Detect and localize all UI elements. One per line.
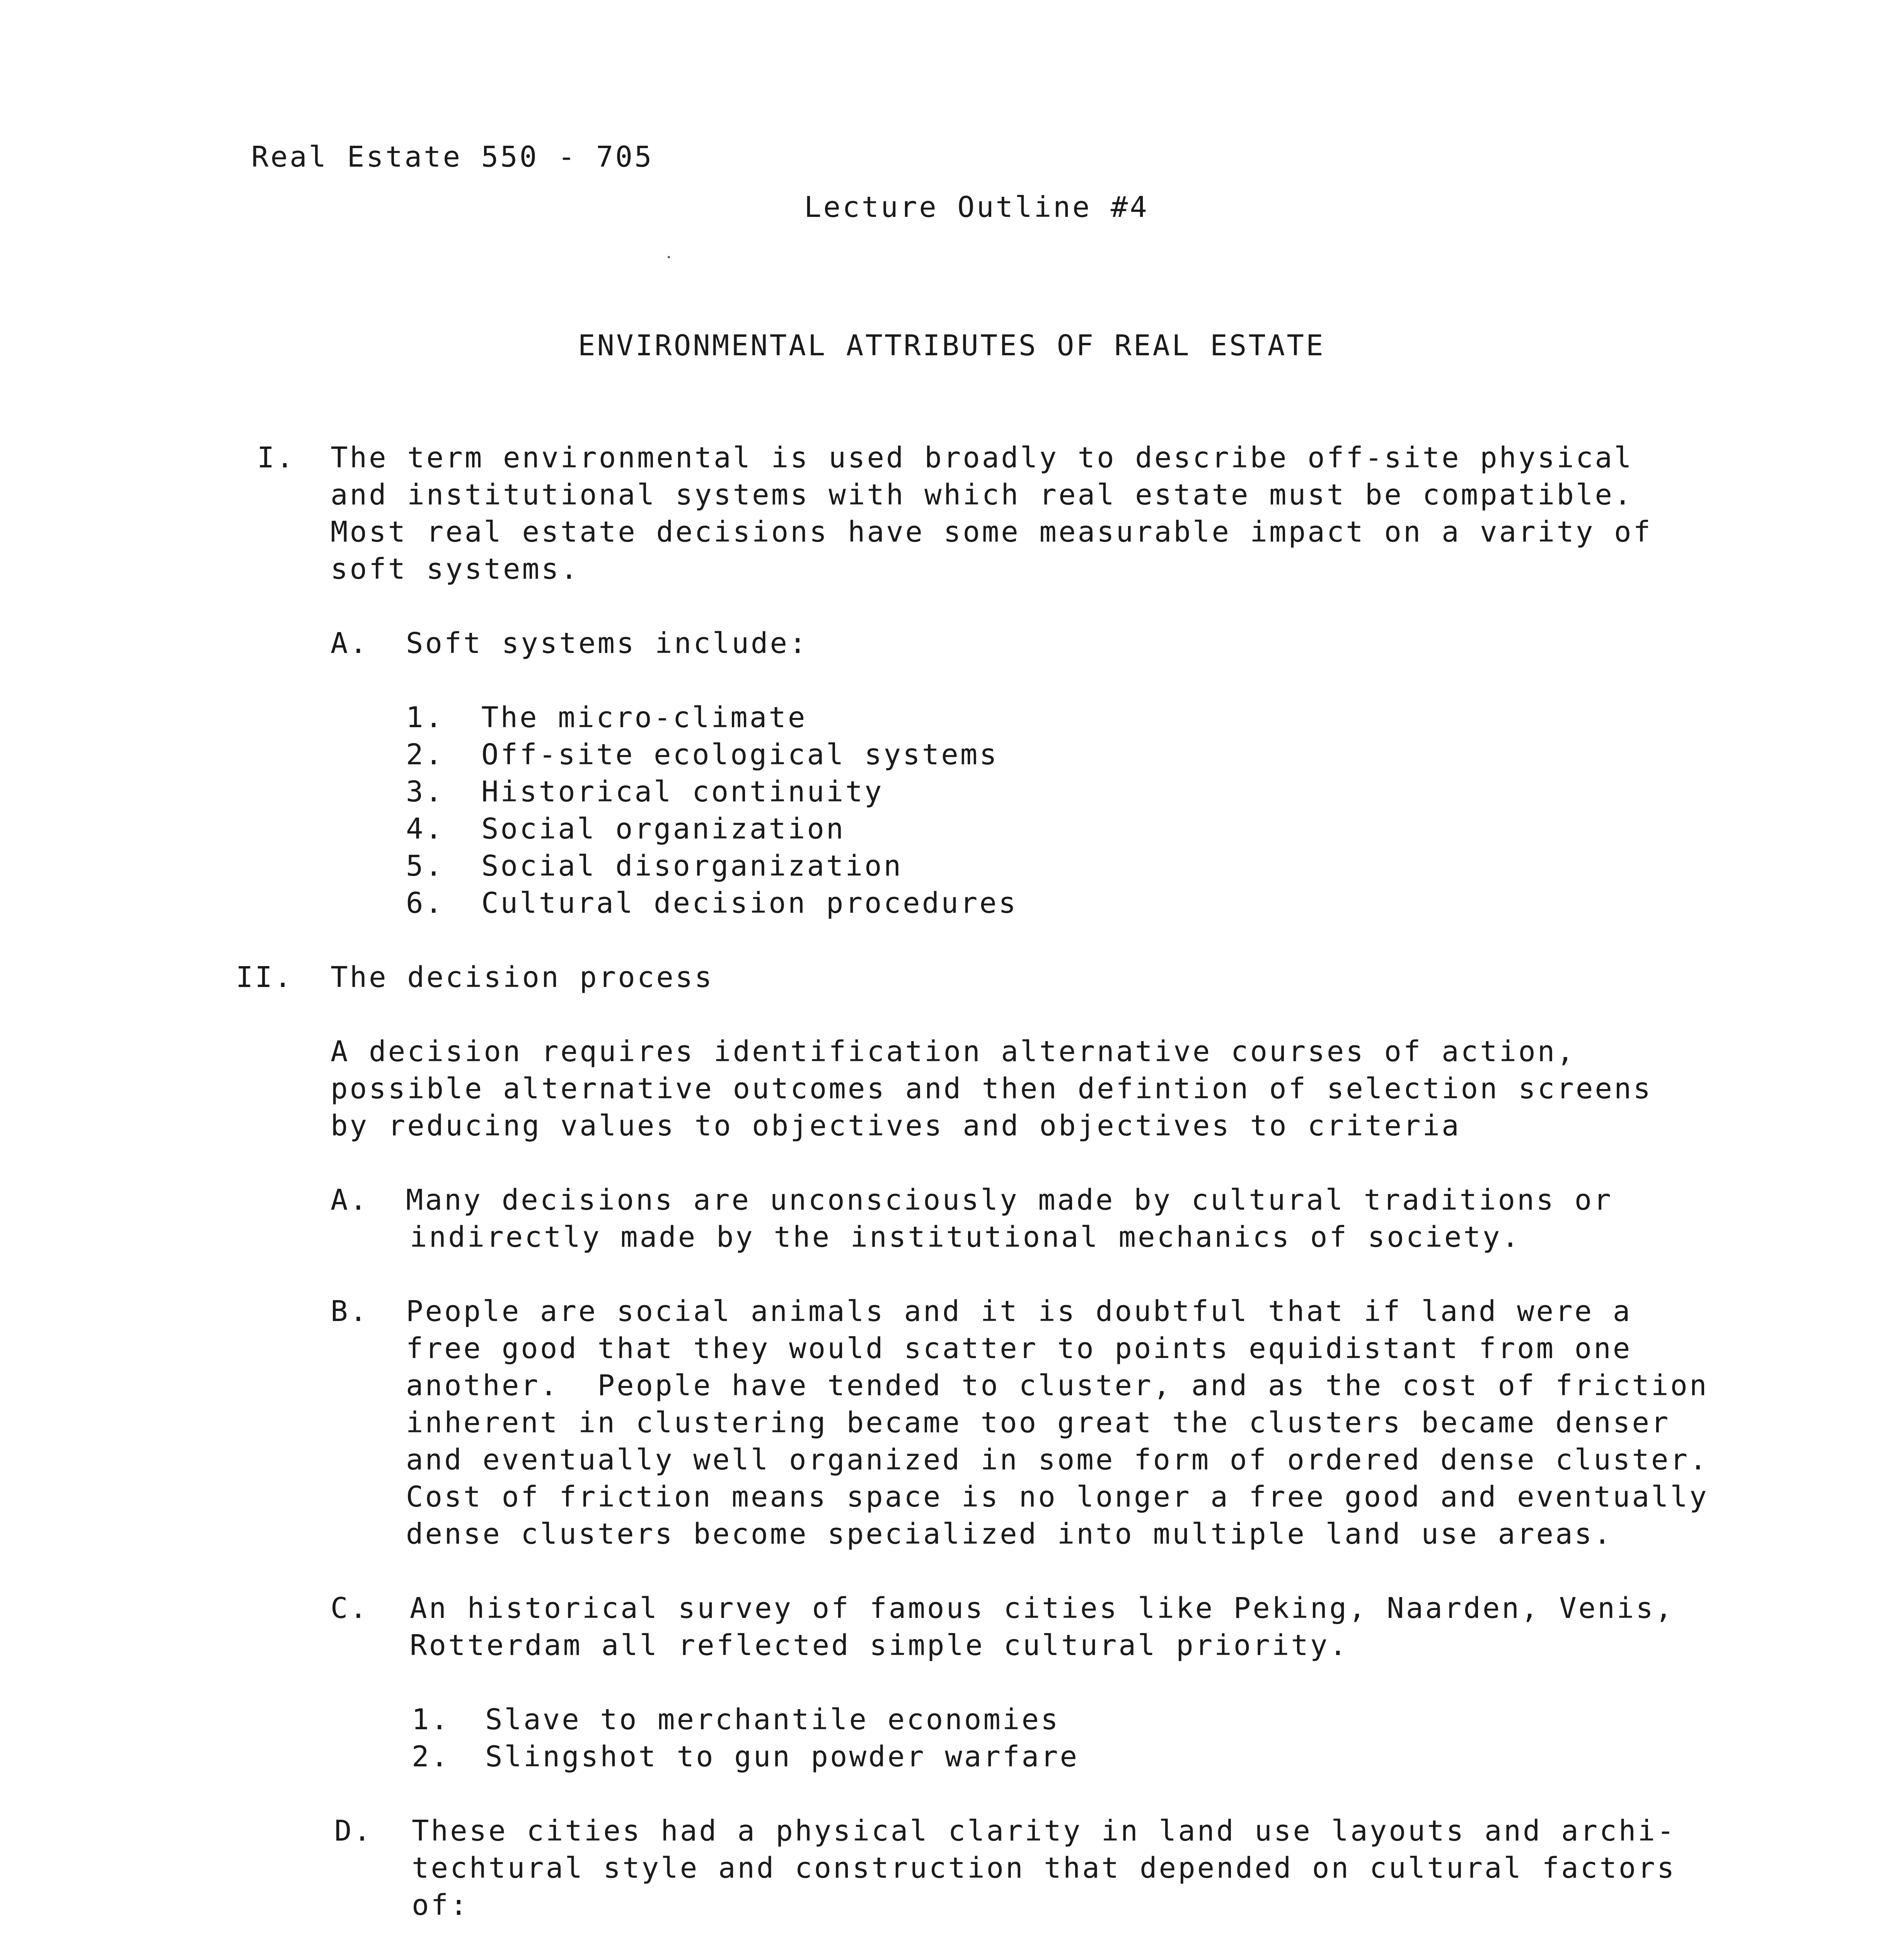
section-2-intro-line: A decision requires identification alternative courses of action, — [331, 1035, 1576, 1068]
list-item: Social organization — [481, 812, 845, 845]
section-2-intro-line: possible alternative outcomes and then defintion of selection screens — [331, 1072, 1653, 1105]
section-2b-line: another. People have tended to cluster, and as the cost of friction — [406, 1369, 1709, 1402]
section-2d-line: These cities had a physical clarity in land use layouts and archi- — [412, 1814, 1676, 1848]
page-title: ENVIRONMENTAL ATTRIBUTES OF REAL ESTATE — [578, 329, 1325, 362]
list-item: Social disorganization — [481, 849, 903, 883]
section-2-heading: The decision process — [331, 961, 714, 994]
section-1-line: soft systems. — [331, 552, 580, 586]
list-item-number: 1. — [406, 701, 445, 734]
section-2d-line: of: — [412, 1889, 469, 1922]
section-2c-letter: C. — [331, 1592, 369, 1625]
section-1a-text: Soft systems include: — [406, 627, 808, 660]
list-item: Slingshot to gun powder warfare — [485, 1740, 1079, 1773]
list-item: Historical continuity — [481, 775, 884, 808]
list-item-number: 2. — [406, 738, 445, 771]
section-1-line: The term environmental is used broadly to describe off-site physical — [331, 441, 1633, 474]
section-2a-line: Many decisions are unconsciously made by cultural traditions or — [406, 1183, 1613, 1217]
course-number: Real Estate 550 - 705 — [251, 140, 654, 174]
list-item-number: 3. — [406, 775, 445, 808]
section-2b-line: Cost of friction means space is no longer a free good and eventually — [406, 1480, 1709, 1514]
section-1-numeral: I. — [257, 441, 296, 474]
section-2b-line: inherent in clustering became too great the clusters became denser — [406, 1406, 1670, 1439]
section-2b-line: and eventually well organized in some form of ordered dense cluster. — [406, 1443, 1709, 1476]
list-item-number: 5. — [406, 849, 445, 883]
section-2c-line: Rotterdam all reflected simple cultural priority. — [410, 1629, 1349, 1662]
section-2a-line: indirectly made by the institutional mechanics of society. — [410, 1220, 1521, 1254]
section-1-line: Most real estate decisions have some measurable impact on a varity of — [331, 515, 1653, 549]
section-2d-line: techtural style and construction that depended on cultural factors — [412, 1851, 1676, 1885]
list-item: Slave to merchantile economies — [485, 1703, 1060, 1736]
list-item-number: 4. — [406, 812, 445, 845]
section-2c-line: An historical survey of famous cities like Peking, Naarden, Venis, — [410, 1592, 1674, 1625]
section-2-intro-line: by reducing values to objectives and objectives to criteria — [331, 1109, 1461, 1142]
list-item-number: 6. — [406, 886, 445, 920]
section-2b-letter: B. — [331, 1295, 369, 1328]
section-2b-line: free good that they would scatter to points equidistant from one — [406, 1332, 1632, 1365]
list-item: The micro-climate — [481, 701, 807, 734]
section-2d-letter: D. — [334, 1814, 373, 1848]
list-item: Off-site ecological systems — [481, 738, 999, 771]
list-item-number: 2. — [412, 1740, 450, 1773]
section-1a-letter: A. — [331, 627, 369, 660]
section-1-line: and institutional systems with which real estate must be compatible. — [331, 478, 1633, 511]
section-2-numeral: II. — [236, 961, 293, 994]
list-item-number: 1. — [412, 1703, 450, 1736]
section-2a-letter: A. — [331, 1183, 369, 1217]
section-2b-line: People are social animals and it is doubtful that if land were a — [406, 1295, 1632, 1328]
outline-title: Lecture Outline #4 — [804, 191, 1149, 224]
section-2b-line: dense clusters become specialized into multiple land use areas. — [406, 1517, 1613, 1551]
stray-dot — [668, 256, 670, 258]
list-item: Cultural decision procedures — [481, 886, 1018, 920]
